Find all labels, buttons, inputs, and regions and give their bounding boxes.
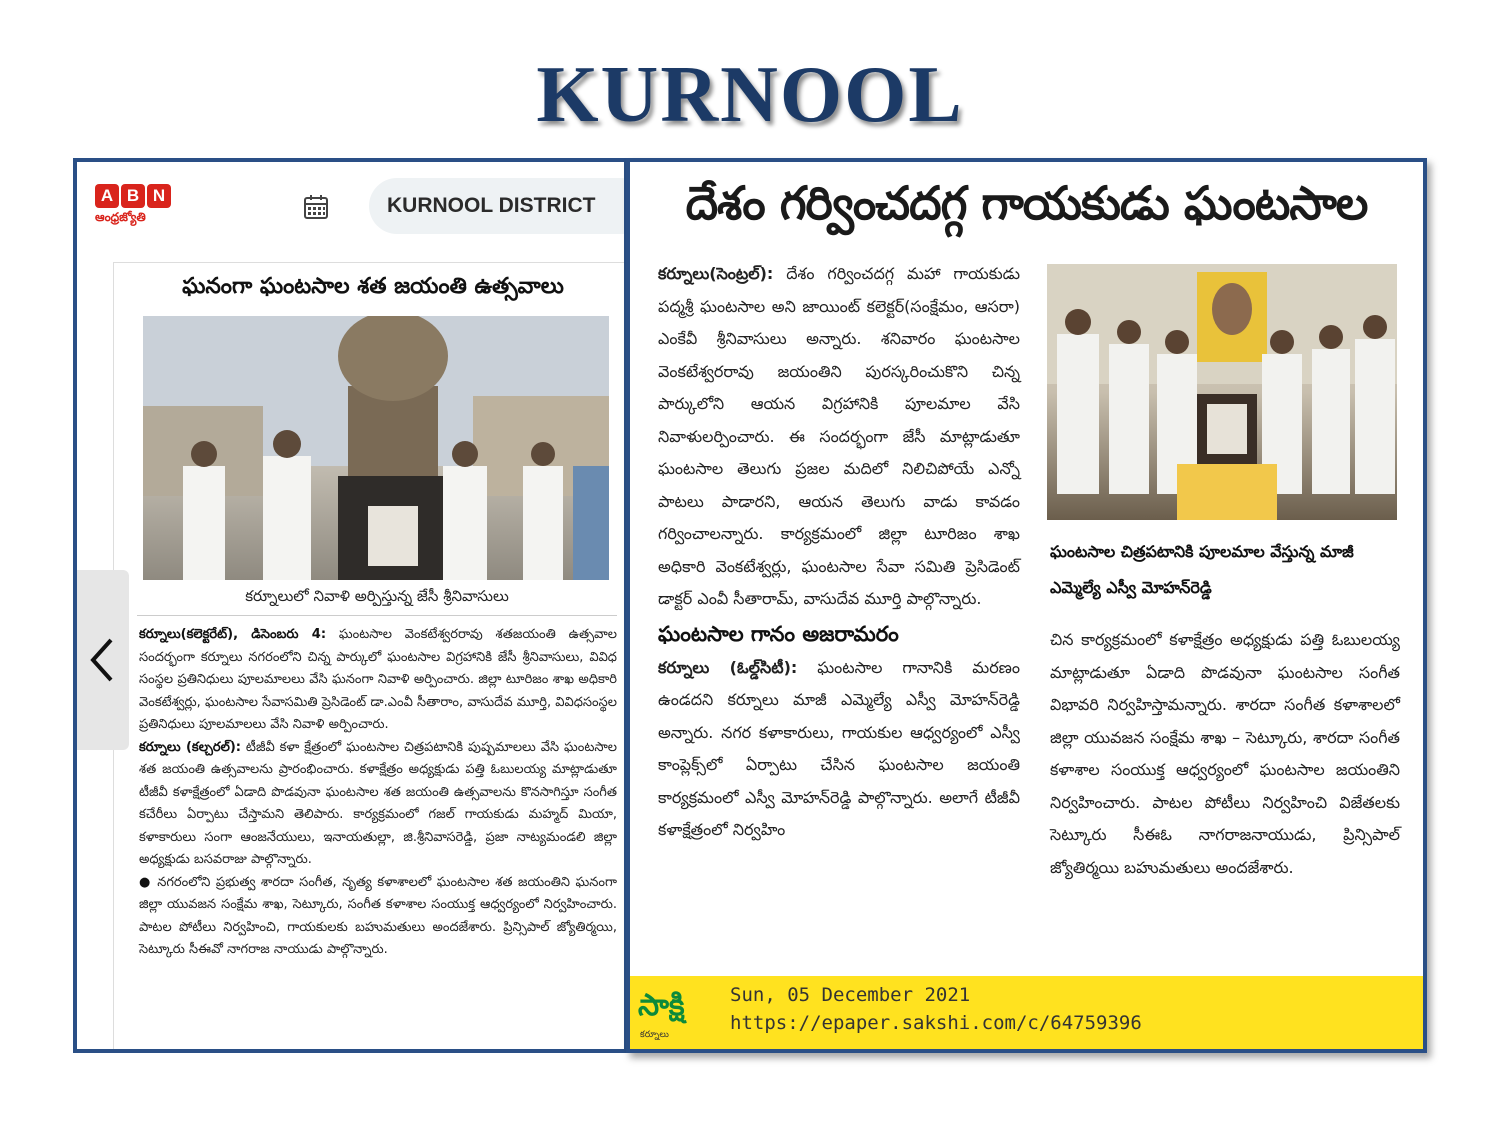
abn-photo-caption: కర్నూలులో నివాళి అర్పిస్తున్న జేసీ శ్రీనివాసులు: [137, 587, 617, 616]
sakshi-logo-subtitle: కర్నూలు: [640, 1030, 669, 1040]
abn-paragraph: [139, 624, 617, 737]
paragraph-text: టీజీవీ కళా క్షేత్రంలో ఘంటసాల చిత్రపటానికి పుష్పమాలలు వేసి ఘంటసాల శత జయంతి ఉత్సవాలను ప్రారంభించారు. కళాక్షేత్రం అధ్యక్షుడు పత్తి ఓబులయ్య మాట్లాడుతూ టీజీవీ కళాక్షేత్రంలో ఏడాది పొడవునా ఘంటసాల శత జయంతి ఉత్సవాలను కొనసాగిస్తూ సంగీత కచేరీలు ఏర్పాటు చేస్తామని తెలిపారు. కార్యక్రమంలో గజల్ గాయకుడు మహ్మద్ మియా, కళాకారులు సంగా ఆంజనేయులు, ఇనాయతుల్లా, జి.శ్రీనివాసరెడ్డి, ప్రజా నాట్యమండలి జిల్లా అధ్యక్షుడు బసవరాజు పాల్గొన్నారు.: [139, 739, 617, 867]
dateline: కర్నూలు (కల్చరల్):: [139, 739, 241, 755]
paragraph-text: దేశం గర్వించదగ్గ మహా గాయకుడు పద్మశ్రీ ఘంటసాల అని జాయింట్ కలెక్టర్(సంక్షేమం, ఆసరా) ఎంకేవీ శ్రీనివాసులు అన్నారు. శనివారం ఘంటసాల వెంకటేశ్వరరావు జయంతిని పురస్కరించుకొని చిన్న పార్కులోని ఆయన విగ్రహానికి పూలమాల వేసి నివాళులర్పించారు. ఈ సందర్భంగా జేసీ మాట్లాడుతూ ఘంటసాల తెలుగు ప్రజల మదిలో నిలిచిపోయే ఎన్నో పాటలు పాడారని, ఆయన తెలుగు వాడు కావడం గర్వించాలన్నారు. కార్యక్రమంలో జిల్లా టూరిజం శాఖ అధికారి వెంకటేశ్వర్లు, ఘంటసాల సేవా సమితి ప్రెసిడెంట్ డాక్టర్ ఎంవీ సీతారామ్, వాసుదేవ మూర్తి పాల్గొన్నారు.: [658, 264, 1020, 608]
sakshi-column-2: చిన కార్యక్రమంలో కళాక్షేత్రం అధ్యక్షుడు పత్తి ఓబులయ్య మాట్లాడుతూ ఏడాది పొడవునా ఘంటసాల సంగీత విభావరి నిర్వహిస్తామన్నారు. శారదా సంగీత కళాశాలలో జిల్లా యువజన సంక్షేమ శాఖ – సెట్కూరు, శారదా సంగీత కళాశాల సంయుక్త ఆధ్వర్యంలో ఘంటసాల జయంతిని నిర్వహించారు. పాటల పోటీలు నిర్వహించి విజేతలకు సెట్కూరు సీఈఓ నాగరాజనాయుడు, ప్రిన్సిపాల్ జ్యోతిర్మయి బహుమతులు అందజేశారు.: [1050, 630, 1400, 877]
source-url[interactable]: https://epaper.sakshi.com/c/64759396: [730, 1012, 1142, 1034]
abn-article-body: [139, 624, 617, 962]
district-label[interactable]: KURNOOL DISTRICT: [369, 178, 626, 234]
dateline: కర్నూలు(కలెక్టరేట్), డిసెంబరు 4:: [139, 627, 327, 642]
abn-photo: [143, 316, 609, 580]
sakshi-photo-caption: ఘంటసాల చిత్రపటానికి పూలమాల వేస్తున్న మాజీ ఎమ్మెల్యే ఎస్వీ మోహన్‌రెడ్డి: [1050, 542, 1354, 597]
previous-button[interactable]: [77, 570, 129, 750]
chevron-left-icon: [89, 636, 115, 684]
abn-clipping: [73, 158, 626, 1053]
sakshi-column-1: [658, 258, 1020, 847]
abn-logo-letter: B: [121, 184, 145, 208]
abn-logo: [95, 184, 185, 227]
sakshi-photo: [1047, 264, 1397, 520]
abn-logo-letter: A: [95, 184, 119, 208]
sakshi-paragraph: [658, 258, 1020, 616]
abn-logo-subtitle: ఆంధ్రజ్యోతి: [95, 210, 146, 224]
publication-date: Sun, 05 December 2021: [730, 984, 971, 1006]
sakshi-clipping: [626, 158, 1427, 1053]
dateline: కర్నూలు(సెంట్రల్):: [658, 264, 774, 283]
bullet: ●: [139, 874, 152, 890]
abn-headline: ఘనంగా ఘంటసాల శత జయంతి ఉత్సవాలు: [182, 274, 564, 299]
dateline: కర్నూలు (ఓల్డ్‌సిటీ):: [658, 657, 798, 677]
paragraph-text: నగరంలోని ప్రభుత్వ శారదా సంగీత, నృత్య కళాశాలలో ఘంటసాల శత జయంతిని ఘనంగా జిల్లా యువజన సంక్షేమ శాఖ, సెట్కూరు, సంగీత కళాశాల సంయుక్త ఆధ్వర్యంలో నిర్వహించారు. పాటల పోటీలు నిర్వహించి, గాయకులకు బహుమతులు అందజేశారు. ప్రిన్సిపాల్ జ్యోతిర్మయి, సెట్కూరు సీఈవో నాగరాజ నాయుడు పాల్గొన్నారు.: [139, 874, 617, 957]
sakshi-headline: దేశం గర్వించదగ్గ గాయకుడు ఘంటసాల: [685, 176, 1368, 230]
abn-paragraph: [139, 737, 617, 872]
page-title: KURNOOL: [536, 51, 964, 139]
sakshi-subheading: ఘంటసాల గానం అజరామరం: [658, 621, 899, 646]
abn-paragraph: [139, 872, 617, 962]
sakshi-paragraph: [658, 652, 1020, 847]
paragraph-text: ఘంటసాల గానానికి మరణం ఉండదని కర్నూలు మాజీ ఎమ్మెల్యే ఎస్వీ మోహన్‌రెడ్డి అన్నారు. నగర కళాకారులు, గాయకుల ఆధ్వర్యంలో ఎస్వీ కాంప్లెక్స్‌లో ఏర్పాటు చేసిన ఘంటసాల జయంతి కార్యక్రమంలో ఎస్వీ మోహన్‌రెడ్డి పాల్గొన్నారు. అలాగే టీజీవీ కళాక్షేత్రంలో నిర్వహిం: [658, 657, 1021, 839]
paragraph-text: ఘంటసాల వెంకటేశ్వరరావు శతజయంతి ఉత్సవాల సందర్భంగా కర్నూలు నగరంలోని చిన్న పార్కులో ఘంటసాల విగ్రహానికి జేసీ శ్రీనివాసులు, వివిధ సంస్థల ప్రతినిధులు పూలమాలలు వేసి ఘనంగా నివాళి అర్పించారు. జిల్లా టూరిజం శాఖ అధికారి వెంకటేశ్వర్లు, ఘంటసాల సేవాసమితి ప్రెసిడెంట్ డా.ఎంవీ సీతారాం, వాసుదేవ మూర్తి, వివిధసంస్థల ప్రతినిధులు పూలమాలలు వేసి నివాళి అర్పించారు.: [139, 627, 617, 732]
sakshi-footer: [630, 976, 1423, 1053]
abn-logo-letter: N: [147, 184, 171, 208]
sakshi-logo: సాక్షి: [638, 988, 685, 1023]
calendar-icon[interactable]: [303, 194, 329, 220]
